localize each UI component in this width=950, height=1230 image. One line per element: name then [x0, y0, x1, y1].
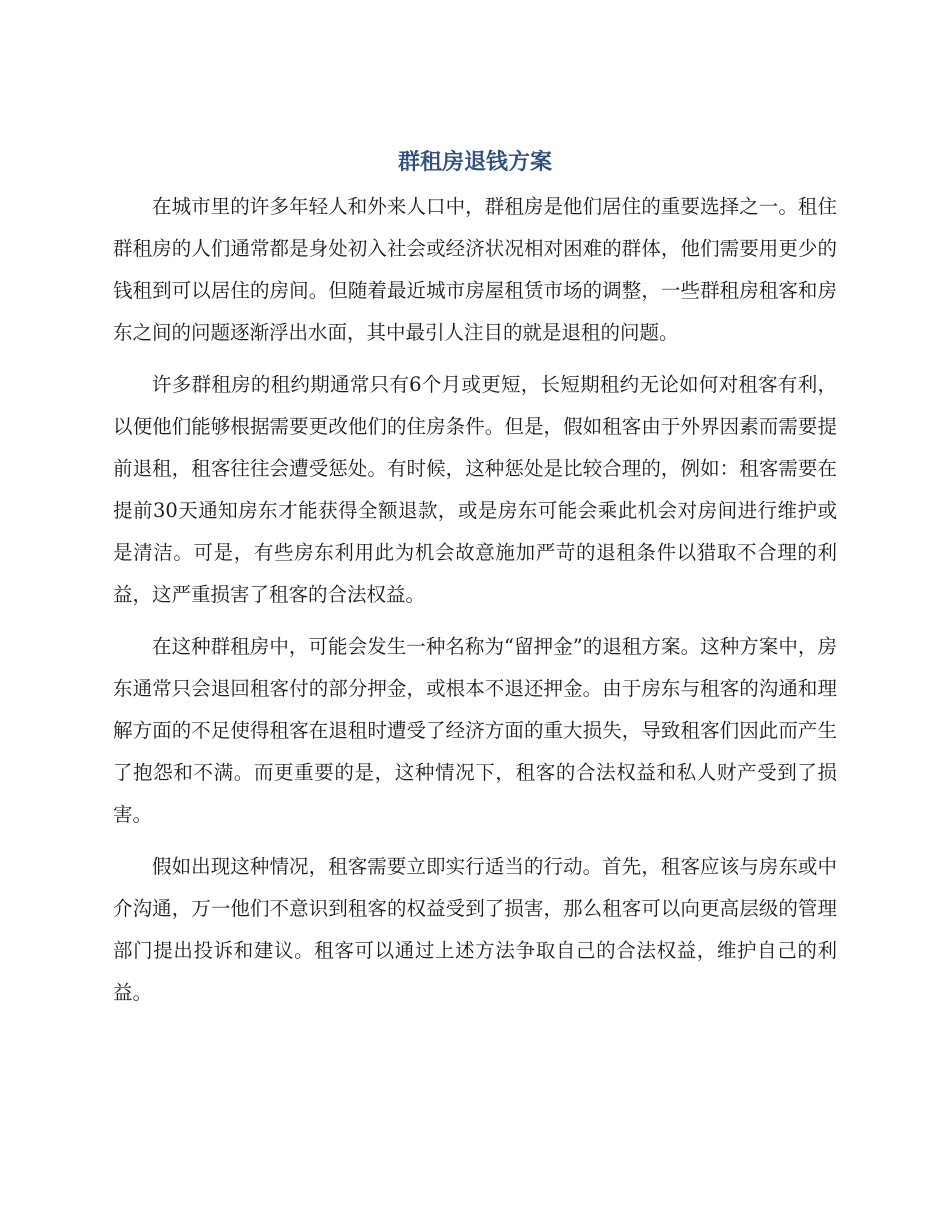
document-body: [113, 186, 837, 1024]
paragraph-4: 假如出现这种情况，租客需要立即实行适当的行动。首先，租客应该与房东或中介沟通，万一他们不意识到租客的权益受到了损害，那么租客可以向更高层级的管理部门提出投诉和建议。租客可以通过上述方法争取自己的合法权益，维护自己的利益。: [113, 855, 837, 1004]
paragraph-1: 在城市里的许多年轻人和外来人口中，群租房是他们居住的重要选择之一。租住群租房的人们通常都是身处初入社会或经济状况相对困难的群体，他们需要用更少的钱租到可以居住的房间。但随着最近城市房屋租赁市场的调整，一些群租房租客和房东之间的问题逐渐浮出水面，其中最引人注目的就是退租的问题。: [113, 195, 837, 344]
paragraph-3: 在这种群租房中，可能会发生一种名称为“留押金”的退租方案。这种方案中，房东通常只会退回租客付的部分押金，或根本不退还押金。由于房东与租客的沟通和理解方面的不足使得租客在退租时遭受了经济方面的重大损失，导致租客们因此而产生了抱怨和不满。而更重要的是，这种情况下，租客的合法权益和私人财产受到了损害。: [113, 635, 837, 826]
document-title: 群租房退钱方案: [397, 150, 552, 175]
paragraph-2: 许多群租房的租约期通常只有6个月或更短，长短期租约无论如何对租客有利，以便他们能够根据需要更改他们的住房条件。但是，假如租客由于外界因素而需要提前退租，租客往往会遭受惩处。有时候，这种惩处是比较合理的，例如：租客需要在提前30天通知房东才能获得全额退款，或是房东可能会乘此机会对房间进行维护或是清洁。可是，有些房东利用此为机会故意施加严苛的退租条件以猎取不合理的利益，这严重损害了租客的合法权益。: [113, 373, 837, 606]
